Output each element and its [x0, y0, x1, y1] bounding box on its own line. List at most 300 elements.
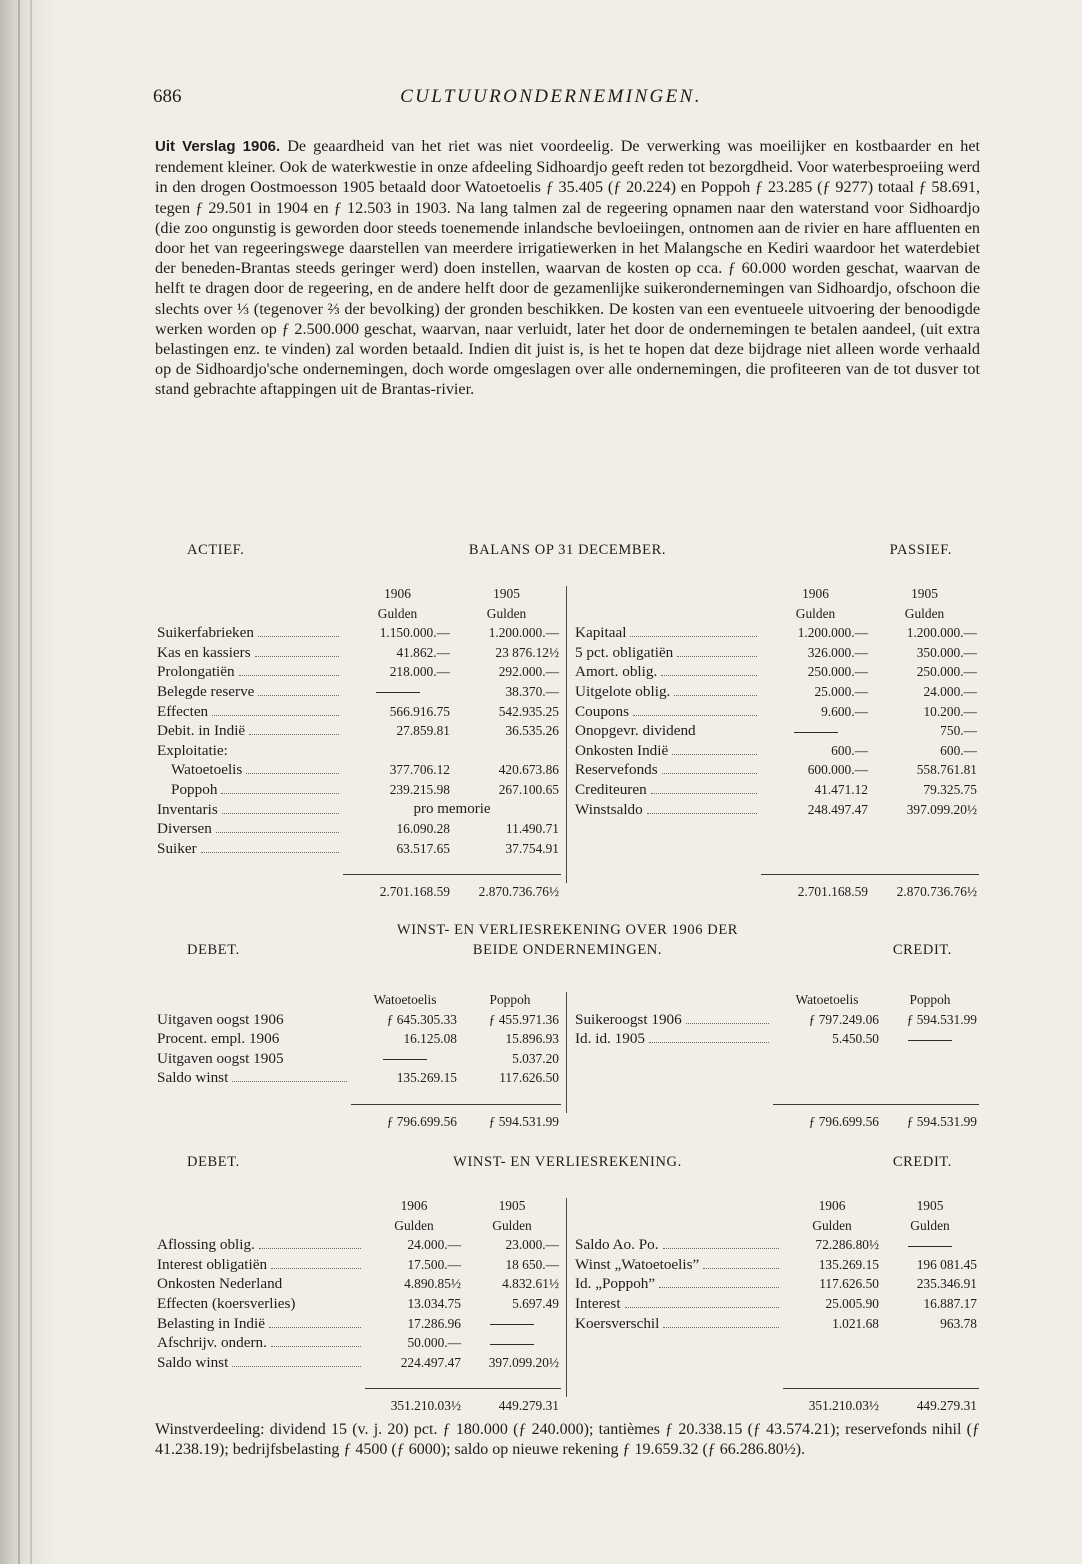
ledger-label	[155, 721, 343, 741]
label-text: Onkosten Indië	[575, 741, 669, 759]
excerpt-text: De geaardheid van het riet was niet voordeelig. De verwerking was moeilijker en kostbaarder en het rendement kleiner. Ook de waterkwestie in onze afdeeling Sidhoardjo geeft reden tot bezorgdheid. Voor waterbesproeiing werd in den drogen Oostmoesson 1905 betaald door Watoetoelis ƒ 35.405 (ƒ 20.224) en Poppoh ƒ 23.285 (ƒ 9277) totaal ƒ 58.691, tegen ƒ 29.501 in 1904 en ƒ 12.503 in 1903. Na lang talmen zal de regeering opnamen naar den waterstand voor Sidhoardjo (die zoo ongunstig is geworden door steeds toenemende inlandsche bevloeiingen, ontnomen aan de rivier en hare affluenten en door het van regeeringswege daarstellen van meerdere irrigatiewerken in het Malangsche en Kediri waardoor het waterdebiet der beneden-Brantas steeds geringer werd) doen instellen, waarvan de kosten op cca. ƒ 60.000 worden geschat, waarvan de helft te dragen door de regeering, en de andere helft door de gezamenlijke suikerondernemingen van Sidhoardjo, ofschoon die slechts over ⅓ (tegenover ⅔ der bevolking) der gronden beschikken. De kosten van een eventueele uitvoering der benoodigde werken worden op ƒ 2.500.000 geschat, waarvan, naar verluidt, later het door de ondernemingen te betalen aandeel, (uit extra belastingen enz. te vinden) zal worden betaald. Indien dit juist is, is het te hopen dat deze bijdrage niet alleen worde verhaald op de Sidhoardjo'sche ondernemingen, doch worde omgeslagen over alle ondernemingen, die profiteeren van de tot dusver tot stand gebrachte aftappingen uit de Brantas-rivier.	[155, 137, 981, 399]
ledger-row	[155, 702, 561, 722]
column-header: 1906	[400, 1198, 428, 1213]
value-cell: 38.370.—	[505, 683, 559, 699]
value-cell: 267.100.65	[498, 781, 559, 797]
passief-heading: PASSIEF.	[889, 542, 952, 558]
value-cell: 16.887.17	[923, 1295, 977, 1311]
ledger-label	[155, 702, 343, 722]
blank-cell	[761, 839, 870, 859]
leader-dots	[232, 1081, 347, 1082]
leader-dots	[239, 675, 339, 676]
ledger-row	[573, 702, 979, 722]
label-text: Id. id. 1905	[575, 1030, 646, 1048]
column-header: Gulden	[394, 1217, 434, 1233]
ledger-label	[573, 1029, 773, 1049]
column-header-row	[573, 990, 979, 1010]
column-header-row	[573, 584, 979, 604]
ledger-label	[573, 662, 761, 682]
nil-dash	[908, 1246, 952, 1247]
column-header: Gulden	[377, 605, 418, 621]
ledger-label	[155, 1333, 365, 1353]
blank-cell	[452, 858, 561, 875]
value-cell: 41.471.12	[814, 781, 868, 797]
totals-row	[155, 875, 561, 908]
ledger-row	[573, 760, 979, 780]
label-text: Onkosten Nederland	[157, 1275, 283, 1293]
leader-dots	[649, 1042, 769, 1043]
spacer-row	[155, 858, 561, 875]
actief-table	[155, 584, 561, 907]
column-header: Watoetoelis	[373, 992, 437, 1007]
value-cell: ƒ 455.971.36	[488, 1011, 559, 1027]
value-cell: 397.099.20½	[906, 801, 977, 817]
label-text: Diversen	[157, 820, 212, 838]
blank-row	[573, 1353, 979, 1373]
column-header: 1905	[911, 586, 938, 601]
ledger-label	[155, 741, 343, 761]
label-text: Onopgevr. dividend	[575, 722, 696, 740]
column-header-row	[155, 1196, 561, 1216]
totals-row	[155, 1104, 561, 1137]
ledger-row	[155, 1255, 561, 1275]
blank-cell	[783, 1333, 881, 1353]
label-text: Effecten (koersverlies)	[157, 1294, 296, 1312]
value-cell: 16.090.28	[396, 821, 450, 837]
excerpt-lead: Uit Verslag 1906.	[155, 138, 281, 155]
leader-dots	[672, 754, 757, 755]
ledger-row	[155, 780, 561, 800]
value-cell: 16.125.08	[403, 1031, 457, 1047]
value-cell: 248.497.47	[807, 801, 868, 817]
value-cell	[452, 741, 561, 761]
value-cell: 10.200.—	[923, 703, 977, 719]
label-text: Aflossing oblig.	[157, 1236, 255, 1254]
totals-row	[573, 875, 979, 908]
label-wrap	[157, 702, 341, 722]
label-text: Uitgelote oblig.	[575, 682, 671, 700]
value-cell: 420.673.86	[498, 762, 559, 778]
label-wrap	[157, 800, 341, 820]
label-text: Uitgaven oogst 1905	[157, 1049, 284, 1067]
value-cell: 377.706.12	[389, 762, 450, 778]
value-cell: 17.286.96	[407, 1315, 461, 1331]
profit-distribution: Winstverdeeling: dividend 15 (v. j. 20) pct. ƒ 180.000 (ƒ 240.000); tantièmes ƒ 20.338.15 (ƒ 43.574.21); reservefonds nihil (ƒ 41.238.19); bedrijfsbelasting ƒ 4500 (ƒ 6000); saldo op nieuwe rekening ƒ 19.659.32 (ƒ 66.286.80½).	[155, 1421, 980, 1458]
label-wrap	[171, 780, 341, 800]
ledger-row	[155, 682, 561, 702]
label-text: Prolongatiën	[157, 663, 235, 681]
blank-cell	[773, 1088, 881, 1105]
debet-side	[155, 990, 561, 1137]
profit-loss-both-title-2: BEIDE ONDERNEMINGEN.	[472, 942, 663, 958]
header-spacer	[155, 1216, 365, 1236]
label-text: Interest	[575, 1294, 621, 1312]
value-cell: 23.000.—	[505, 1237, 559, 1253]
column-header-row	[573, 1196, 979, 1216]
label-text: Exploitatie:	[157, 741, 228, 759]
running-title: CULTUURONDERNEMINGEN.	[400, 86, 702, 107]
value-cell: 13.034.75	[407, 1295, 461, 1311]
label-wrap	[575, 780, 759, 800]
label-wrap	[157, 682, 341, 702]
leader-dots	[686, 1023, 769, 1024]
leader-dots	[259, 1248, 361, 1249]
ledger-label	[155, 1049, 351, 1069]
label-wrap	[157, 1314, 363, 1334]
value-cell: 397.099.20½	[488, 1354, 559, 1370]
blank-cell	[870, 839, 979, 859]
ledger-label	[155, 1274, 365, 1294]
value-cell	[463, 1314, 561, 1334]
blank-cell	[761, 819, 870, 839]
value-cell: 117.626.50	[499, 1070, 559, 1086]
value-cell: 600.—	[831, 742, 868, 758]
value-cell	[351, 1049, 459, 1069]
ledger-row	[573, 1294, 979, 1314]
blank-cell	[573, 1372, 783, 1389]
header-spacer	[155, 584, 343, 604]
label-wrap	[157, 662, 341, 682]
blank-cell	[343, 858, 452, 875]
column-header: Watoetoelis	[795, 992, 859, 1007]
leader-dots	[703, 1268, 779, 1269]
column-header: Poppoh	[909, 992, 951, 1007]
credit-heading: CREDIT.	[892, 942, 952, 958]
label-text: Kapitaal	[575, 624, 627, 642]
ledger-row	[155, 1333, 561, 1353]
blank-cell	[573, 1068, 773, 1088]
value-cell	[463, 1333, 561, 1353]
label-text: Belasting in Indië	[157, 1314, 265, 1332]
blank-cell	[573, 858, 761, 875]
column-divider	[561, 584, 573, 907]
label-text: Poppoh	[171, 780, 218, 798]
column-header: 1905	[916, 1198, 944, 1213]
label-wrap	[575, 760, 759, 780]
value-cell: 235.346.91	[916, 1276, 977, 1292]
credit-side	[573, 990, 979, 1137]
label-wrap	[575, 1235, 781, 1255]
ledger-row	[155, 1314, 561, 1334]
label-wrap	[575, 721, 759, 741]
value-cell: 36.535.26	[505, 723, 559, 739]
label-wrap	[575, 1029, 771, 1049]
value-cell: 72.286.80½	[815, 1237, 879, 1253]
leader-dots	[647, 813, 757, 814]
total-value: 351.210.03½	[783, 1389, 881, 1422]
passief-side	[573, 584, 979, 907]
nil-dash	[908, 1040, 952, 1041]
label-text: Crediteuren	[575, 780, 647, 798]
column-header: 1906	[802, 586, 829, 601]
spacer-row	[573, 1088, 979, 1105]
value-cell: 1.200.000.—	[797, 625, 868, 641]
blank-cell	[463, 1372, 561, 1389]
ledger-label	[573, 1235, 783, 1255]
ledger-row	[155, 662, 561, 682]
totals-row	[573, 1389, 979, 1422]
label-text: Uitgaven oogst 1906	[157, 1010, 284, 1028]
value-cell: 79.325.75	[923, 781, 977, 797]
blank-row	[573, 1068, 979, 1088]
label-text: Suikeroogst 1906	[575, 1010, 682, 1028]
column-header: Gulden	[812, 1217, 852, 1233]
ledger-row	[155, 721, 561, 741]
ledger-label	[155, 1068, 351, 1088]
profit-loss-title: WINST- EN VERLIESREKENING.	[453, 1154, 682, 1170]
label-wrap	[157, 741, 341, 761]
credit-side	[573, 1196, 979, 1421]
ledger-row	[573, 662, 979, 682]
blank-row	[573, 1333, 979, 1353]
label-text: Suiker	[157, 839, 197, 857]
ledger-row	[573, 741, 979, 761]
nil-dash	[383, 1059, 427, 1060]
ledger-label	[573, 721, 761, 741]
leader-dots	[246, 773, 339, 774]
value-cell: 218.000.—	[389, 664, 450, 680]
ledger-label	[155, 780, 343, 800]
column-header: 1906	[818, 1198, 846, 1213]
label-text: Watoetoelis	[171, 761, 243, 779]
blank-cell	[870, 858, 979, 875]
credit-heading: CREDIT.	[892, 1154, 952, 1170]
leader-dots	[630, 636, 757, 637]
leader-dots	[249, 734, 339, 735]
leader-dots	[201, 852, 339, 853]
column-header-row	[155, 584, 561, 604]
value-cell	[343, 682, 452, 702]
value-cell	[343, 741, 452, 761]
nil-dash	[490, 1324, 534, 1325]
column-header: Gulden	[910, 1217, 950, 1233]
column-header: Gulden	[904, 605, 945, 621]
label-text: Winst „Watoetoelis”	[575, 1255, 700, 1273]
value-cell: ƒ 645.305.33	[386, 1011, 457, 1027]
ledger-row	[573, 1029, 979, 1049]
ledger-row	[155, 1274, 561, 1294]
ledger-row	[573, 1274, 979, 1294]
value-cell: 224.497.47	[400, 1354, 461, 1370]
label-wrap	[575, 800, 759, 820]
totals-row	[155, 1389, 561, 1422]
blank-cell	[573, 1049, 773, 1069]
label-wrap	[157, 1274, 363, 1294]
value-cell: 542.935.25	[498, 703, 559, 719]
leader-dots	[625, 1307, 779, 1308]
value-cell: 4.890.85½	[404, 1276, 461, 1292]
ledger-row	[155, 800, 561, 820]
value-cell: 24.000.—	[923, 683, 977, 699]
leader-dots	[663, 1248, 779, 1249]
leader-dots	[269, 1327, 361, 1328]
ledger-label	[573, 760, 761, 780]
blank-cell	[881, 1353, 979, 1373]
value-cell: 24.000.—	[407, 1237, 461, 1253]
leader-dots	[232, 1366, 361, 1367]
ledger-row	[155, 623, 561, 643]
value-cell: 15.896.93	[505, 1031, 559, 1047]
totals-label	[155, 875, 343, 908]
value-cell: 350.000.—	[916, 644, 977, 660]
label-wrap	[575, 1314, 781, 1334]
value-cell: 25.005.90	[825, 1295, 879, 1311]
label-text: Reservefonds	[575, 761, 658, 779]
label-text: Debit. in Indië	[157, 722, 246, 740]
value-cell: 5.037.20	[512, 1050, 559, 1066]
column-header: 1906	[384, 586, 411, 601]
blank-cell	[573, 839, 761, 859]
blank-cell	[881, 1068, 979, 1088]
ledger-label	[155, 662, 343, 682]
value-cell: 135.269.15	[818, 1256, 879, 1272]
label-wrap	[157, 819, 341, 839]
blank-cell	[155, 1088, 351, 1105]
value-cell: 9.600.—	[821, 703, 868, 719]
totals-label	[573, 1104, 773, 1137]
ledger-row	[573, 1235, 979, 1255]
label-text: Inventaris	[157, 800, 218, 818]
leader-dots	[258, 695, 339, 696]
total-value: 449.279.31	[463, 1389, 561, 1422]
label-wrap	[575, 623, 759, 643]
blank-cell	[573, 819, 761, 839]
value-cell: 600.—	[940, 742, 977, 758]
ledger-label	[155, 819, 343, 839]
blank-cell	[881, 1088, 979, 1105]
label-wrap	[575, 702, 759, 722]
profit-loss-both-title-1: WINST- EN VERLIESREKENING OVER 1906 DER	[396, 922, 739, 938]
value-cell: 63.517.65	[396, 840, 450, 856]
spacer-row	[155, 1372, 561, 1389]
ledger-label	[155, 800, 343, 820]
ledger-row	[155, 643, 561, 663]
ledger-label	[573, 741, 761, 761]
binding-shadow	[0, 0, 58, 1564]
actief-side	[155, 584, 561, 907]
ledger-row	[155, 741, 561, 761]
totals-label	[155, 1389, 365, 1422]
label-text: Saldo winst	[157, 1069, 229, 1087]
blank-row	[573, 839, 979, 859]
leader-dots	[258, 636, 339, 637]
passief-table	[573, 584, 979, 907]
label-wrap	[575, 643, 759, 663]
header-spacer	[573, 584, 761, 604]
ledger-label	[573, 1274, 783, 1294]
label-text: Winstsaldo	[575, 800, 643, 818]
label-wrap	[575, 1294, 781, 1314]
ledger-label	[155, 1029, 351, 1049]
label-text: Afschrijv. ondern.	[157, 1334, 267, 1352]
blank-row	[573, 1049, 979, 1069]
spacer-row	[573, 1372, 979, 1389]
totals-row	[573, 1104, 979, 1137]
credit-table	[573, 990, 979, 1137]
total-value: 2.701.168.59	[343, 875, 452, 908]
totals-label	[155, 1104, 351, 1137]
label-wrap	[575, 1255, 781, 1275]
value-cell: 18 650.—	[505, 1256, 559, 1272]
report-excerpt	[155, 136, 980, 400]
label-wrap	[157, 1029, 349, 1049]
leader-dots	[255, 656, 339, 657]
label-wrap	[157, 1068, 349, 1088]
value-cell: 5.450.50	[832, 1031, 879, 1047]
ledger-row	[155, 760, 561, 780]
header-spacer	[155, 604, 343, 624]
debet-heading: DEBET.	[187, 942, 240, 958]
balance-sheet	[155, 584, 980, 907]
blank-cell	[573, 1088, 773, 1105]
label-wrap	[157, 1333, 363, 1353]
value-cell: 37.754.91	[505, 840, 559, 856]
column-header: Poppoh	[489, 992, 531, 1007]
ledger-row	[573, 1314, 979, 1334]
leader-dots	[651, 793, 757, 794]
value-cell: ƒ 594.531.99	[906, 1011, 977, 1027]
blank-cell	[155, 1372, 365, 1389]
value-cell: 1.200.000.—	[488, 625, 559, 641]
label-wrap	[157, 721, 341, 741]
value-cell: 239.215.98	[389, 781, 450, 797]
ledger-row	[155, 1294, 561, 1314]
value-cell: 566.916.75	[389, 703, 450, 719]
value-cell: 1.150.000.—	[379, 625, 450, 641]
header-spacer	[155, 990, 351, 1010]
label-wrap	[157, 839, 341, 859]
label-wrap	[157, 1049, 349, 1069]
value-cell: 292.000.—	[498, 664, 559, 680]
leader-dots	[677, 656, 757, 657]
leader-dots	[221, 793, 339, 794]
column-header-row	[155, 604, 561, 624]
value-cell: 558.761.81	[916, 762, 977, 778]
actief-heading: ACTIEF.	[187, 542, 245, 558]
label-wrap	[157, 643, 341, 663]
ledger-row	[573, 800, 979, 820]
label-wrap	[157, 1255, 363, 1275]
ledger-row	[573, 643, 979, 663]
binding-line	[18, 0, 20, 1564]
leader-dots	[674, 695, 757, 696]
ledger-row	[155, 819, 561, 839]
blank-cell	[881, 1049, 979, 1069]
memo-cell: pro memorie	[413, 800, 491, 817]
leader-dots	[661, 675, 757, 676]
ledger-row	[155, 1049, 561, 1069]
blank-cell	[573, 1353, 783, 1373]
ledger-row	[155, 1235, 561, 1255]
header-spacer	[573, 1216, 783, 1236]
totals-label	[573, 875, 761, 908]
column-header: 1905	[493, 586, 520, 601]
credit-table	[573, 1196, 979, 1421]
blank-cell	[761, 858, 870, 875]
ledger-row	[155, 1010, 561, 1030]
leader-dots	[271, 1346, 361, 1347]
blank-cell	[870, 819, 979, 839]
page-number: 686	[153, 86, 182, 107]
column-divider	[561, 990, 573, 1137]
ledger-label	[573, 1294, 783, 1314]
value-cell	[761, 721, 870, 741]
blank-cell	[881, 1372, 979, 1389]
nil-dash	[376, 692, 420, 693]
value-cell: 135.269.15	[396, 1070, 457, 1086]
ledger-label	[573, 623, 761, 643]
ledger-label	[573, 682, 761, 702]
